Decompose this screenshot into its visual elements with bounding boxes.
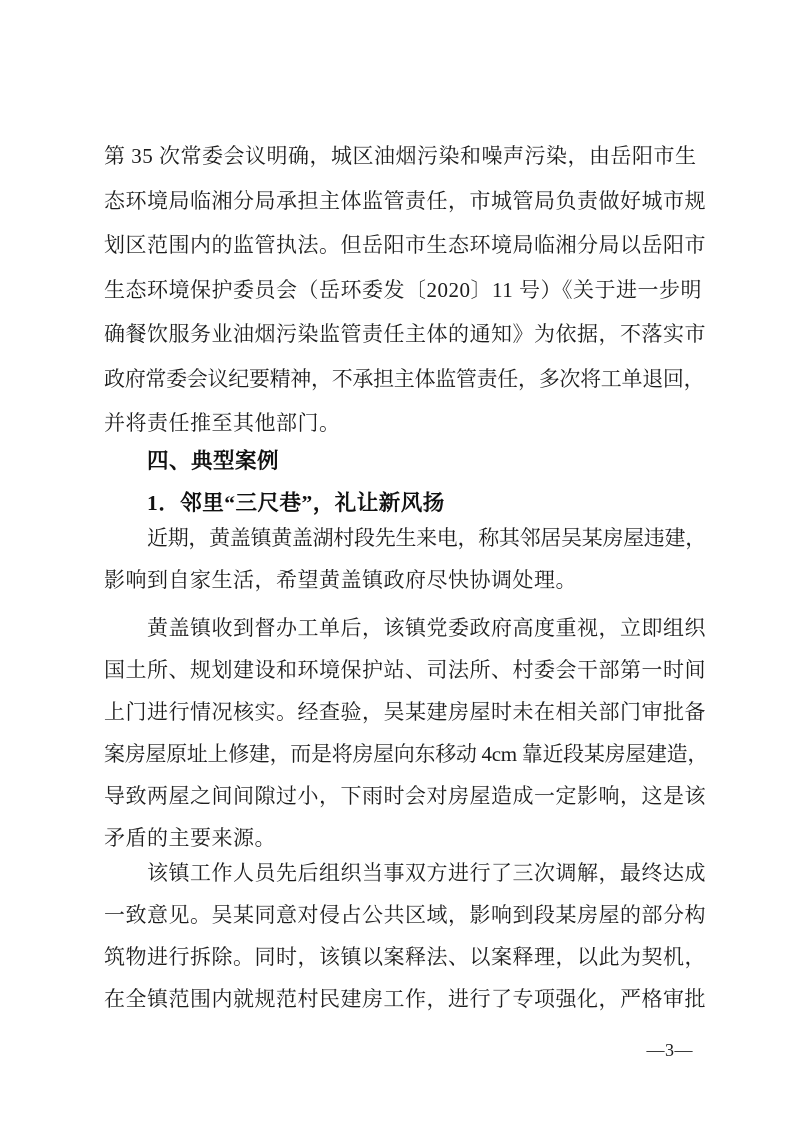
- body-line: 该镇工作人员先后组织当事双方进行了三次调解，最终达成: [147, 861, 706, 885]
- body-line: 导致两屋之间间隙过小，下雨时会对房屋造成一定影响，这是该: [104, 784, 706, 808]
- body-line: 黄盖镇收到督办工单后，该镇党委政府高度重视，立即组织: [147, 616, 706, 640]
- body-line: 划区范围内的监管执法。但岳阳市生态环境局临湘分局以岳阳市: [104, 233, 706, 257]
- body-line: 影响到自家生活，希望黄盖镇政府尽快协调处理。: [104, 568, 577, 592]
- body-line: 政府常委会议纪要精神，不承担主体监管责任，多次将工单退回，: [104, 366, 705, 391]
- body-line: 上门进行情况核实。经查验，吴某建房屋时未在相关部门审批备: [104, 700, 706, 724]
- page-number: —3—: [646, 1040, 693, 1060]
- body-line: 国土所、规划建设和环境保护站、司法所、村委会干部第一时间: [104, 658, 706, 682]
- body-line: 生态环境保护委员会（岳环委发〔2020〕11 号）《关于进一步明: [104, 277, 702, 302]
- body-line: 并将责任推至其他部门。: [104, 411, 341, 435]
- paragraph-mediation: [104, 852, 706, 1020]
- paragraph-continuation: [104, 134, 706, 446]
- body-line: 近期，黄盖镇黄盖湖村段先生来电，称其邻居吴某房屋违建，: [147, 526, 706, 550]
- case-title: 1．邻里“三尺巷”，礼让新风扬: [147, 491, 445, 515]
- body-line: 第 35 次常委会议明确，城区油烟污染和噪声污染，由岳阳市生: [104, 144, 697, 168]
- body-line: 案房屋原址上修建，而是将房屋向东移动 4cm 靠近段某房屋建造，: [104, 742, 709, 766]
- body-line: 确餐饮服务业油烟污染监管责任主体的通知》为依据，不落实市: [104, 322, 706, 346]
- paragraph-verification: [104, 607, 709, 859]
- paragraph-report: [104, 517, 706, 601]
- body-line: 矛盾的主要来源。: [104, 826, 276, 850]
- body-line: 筑物进行拆除。同时，该镇以案释法、以案释理，以此为契机，: [104, 945, 706, 969]
- body-line: 一致意见。吴某同意对侵占公共区域，影响到段某房屋的部分构: [104, 903, 706, 927]
- body-line: 在全镇范围内就规范村民建房工作，进行了专项强化，严格审批: [104, 987, 706, 1011]
- body-line: 态环境局临湘分局承担主体监管责任，市城管局负责做好城市规: [104, 188, 706, 213]
- section-heading: 四、典型案例: [147, 449, 280, 473]
